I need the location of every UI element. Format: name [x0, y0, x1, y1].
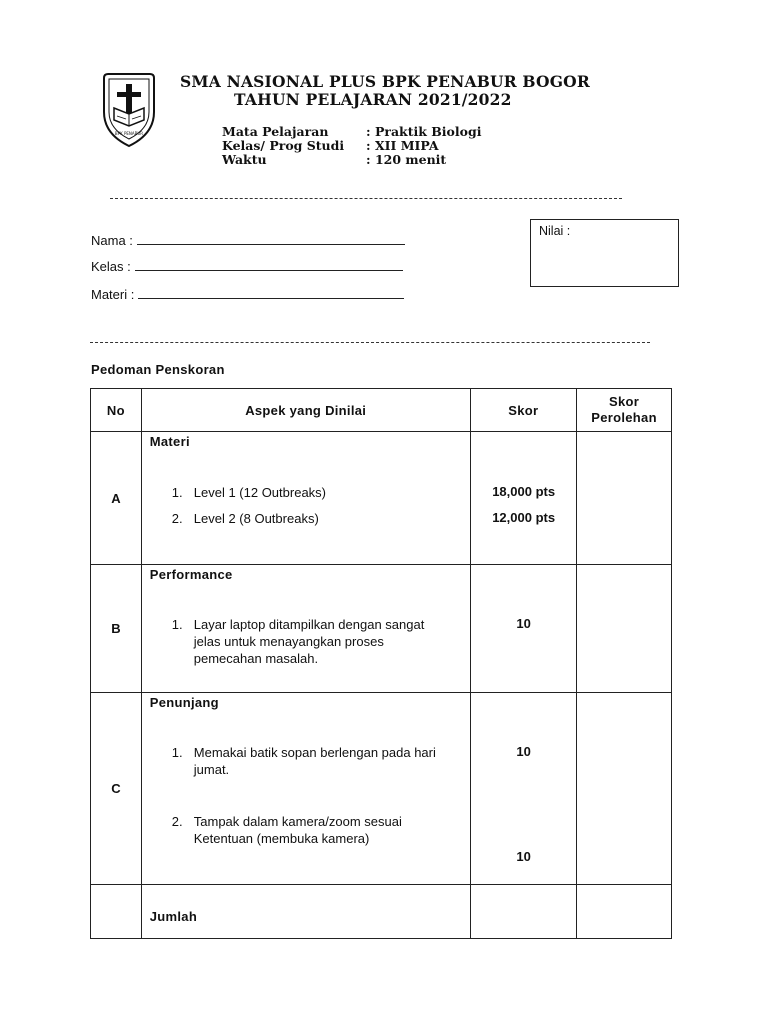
nama-label: Nama : — [91, 233, 133, 248]
kelas-line[interactable] — [135, 258, 403, 271]
school-crest-icon — [100, 72, 158, 148]
list-item — [172, 616, 452, 667]
info-row-class — [222, 138, 439, 153]
header-no: No — [91, 389, 142, 432]
nilai-label: Nilai : — [539, 224, 571, 238]
info-value: : 120 menit — [366, 152, 447, 167]
kelas-field[interactable] — [91, 258, 403, 274]
school-name: SMA NASIONAL PLUS BPK PENABUR BOGOR — [180, 72, 590, 91]
row-title: Performance — [149, 567, 233, 582]
item-text: Tampak dalam kamera/zoom sesuai Ketentuan (membuka kamera) — [193, 814, 402, 846]
score-value: 10 — [516, 744, 531, 759]
info-label: Kelas/ Prog Studi — [222, 138, 345, 153]
row-skor — [470, 565, 576, 693]
row-no: A — [91, 432, 142, 565]
row-perolehan[interactable] — [577, 432, 672, 565]
list-item — [172, 510, 452, 527]
item-text: Level 1 (12 Outbreaks) — [193, 485, 326, 500]
score-value: 10 — [516, 616, 531, 631]
header-perolehan — [577, 389, 672, 432]
row-perolehan[interactable] — [577, 693, 672, 885]
row-aspek — [141, 565, 470, 693]
row-no-empty — [91, 885, 142, 939]
nilai-box[interactable] — [530, 219, 679, 287]
row-no: C — [91, 693, 142, 885]
item-num: 2. — [171, 511, 183, 526]
score-value: 12,000 pts — [492, 510, 556, 525]
item-num: 1. — [171, 485, 183, 500]
row-title: Penunjang — [149, 695, 219, 710]
list-item — [172, 484, 452, 501]
table-row — [91, 432, 672, 565]
row-perolehan[interactable] — [577, 565, 672, 693]
info-row-time — [222, 152, 446, 167]
svg-text:BPK PENABUR: BPK PENABUR — [114, 131, 144, 136]
item-text: Layar laptop ditampilkan dengan sangat jelas untuk menayangkan proses pemecahan masalah. — [193, 617, 425, 666]
kelas-label: Kelas : — [91, 259, 131, 274]
nama-field[interactable] — [91, 232, 405, 248]
jumlah-label: Jumlah — [149, 909, 198, 924]
row-aspek — [141, 693, 470, 885]
table-row — [91, 565, 672, 693]
item-text: Memakai batik sopan berlengan pada hari jumat. — [193, 745, 436, 777]
materi-field[interactable] — [91, 286, 404, 302]
school-year: TAHUN PELAJARAN 2021/2022 — [234, 90, 512, 109]
scoring-table — [90, 388, 672, 939]
list-item — [172, 744, 452, 778]
list-item — [172, 813, 452, 847]
info-row-subject — [222, 124, 481, 139]
item-num: 2. — [171, 814, 183, 829]
item-text: Level 2 (8 Outbreaks) — [193, 511, 319, 526]
header-aspek: Aspek yang Dinilai — [141, 389, 470, 432]
info-label: Waktu — [222, 152, 267, 167]
score-value: 18,000 pts — [492, 484, 556, 499]
item-num: 1. — [171, 745, 183, 760]
row-perolehan-total[interactable] — [577, 885, 672, 939]
item-num: 1. — [171, 617, 183, 632]
row-title: Materi — [149, 434, 190, 449]
header-skor: Skor — [470, 389, 576, 432]
materi-line[interactable] — [138, 286, 404, 299]
divider — [90, 342, 650, 343]
table-header-row — [91, 389, 672, 432]
nama-line[interactable] — [137, 232, 405, 245]
info-value: : XII MIPA — [366, 138, 439, 153]
row-aspek — [141, 885, 470, 939]
row-no: B — [91, 565, 142, 693]
row-skor — [470, 693, 576, 885]
section-title: Pedoman Penskoran — [91, 362, 225, 377]
row-skor — [470, 432, 576, 565]
divider — [110, 198, 622, 199]
score-value: 10 — [516, 849, 531, 864]
info-value: : Praktik Biologi — [366, 124, 482, 139]
row-aspek — [141, 432, 470, 565]
table-row — [91, 693, 672, 885]
row-skor-total — [470, 885, 576, 939]
info-label: Mata Pelajaran — [222, 124, 329, 139]
materi-label: Materi : — [91, 287, 135, 302]
header-perolehan-text: Skor Perolehan — [591, 394, 657, 425]
table-row-total — [91, 885, 672, 939]
